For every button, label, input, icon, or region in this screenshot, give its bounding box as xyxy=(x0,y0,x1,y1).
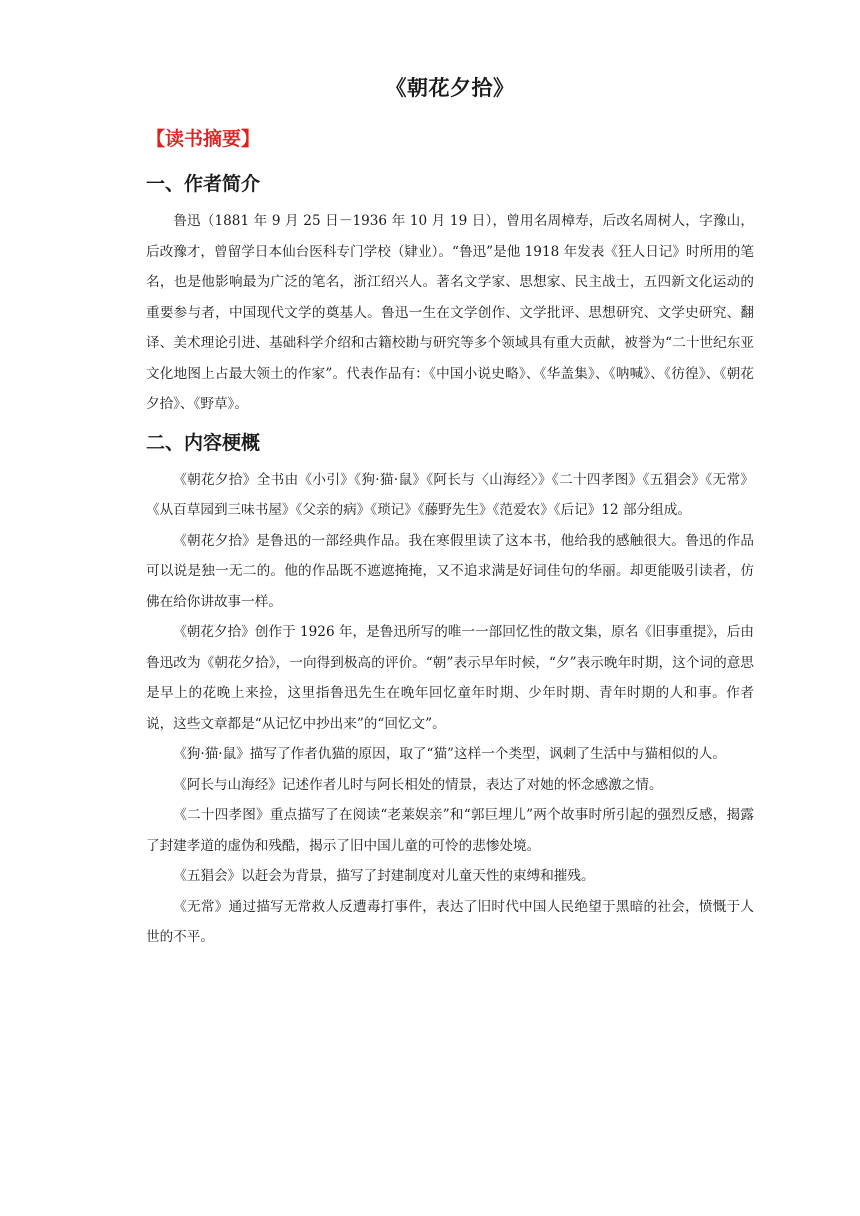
paragraph: 《阿长与山海经》记述作者儿时与阿长相处的情景，表达了对她的怀念感激之情。 xyxy=(173,776,663,793)
section-heading: 二、内容梗概 xyxy=(146,431,261,454)
paragraph: 《朝花夕拾》创作于 1926 年，是鲁迅所写的唯一一部回忆性的散文集，原名《旧事重提》，后由鲁迅改为《朝花夕拾》，一向得到极高的评价。“朝”表示早年时候，“夕”表示晚年时期，这个词的意思是早上的花晚上来捡，这里指鲁迅先生在晚年回忆童年时期、少年时期、青年时期的人和事。作者说，这些文章都是“从记忆中抄出来”的“回忆文”。 xyxy=(146,624,754,732)
paragraph: 《朝花夕拾》全书由《小引》《狗·猫·鼠》《阿长与〈山海经〉》《二十四孝图》《五猖会》《无常》《从百草园到三味书屋》《父亲的病》《琐记》《藤野先生》《范爱农》《后记》12 部分组成。 xyxy=(146,471,754,518)
section-heading: 一、作者简介 xyxy=(146,173,261,195)
document-title: 《朝花夕拾》 xyxy=(385,76,515,100)
paragraph: 《狗·猫·鼠》描写了作者仇猫的原因，取了“猫”这样一个类型，讽刺了生活中与猫相似的人。 xyxy=(173,746,726,762)
paragraph: 《朝花夕拾》是鲁迅的一部经典作品。我在寒假里读了这本书，他给我的感触很大。鲁迅的作品可以说是独一无二的。他的作品既不遮遮掩掩，又不追求满是好词佳句的华丽。却更能吸引读者，仿佛在给你讲故事一样。 xyxy=(146,532,754,610)
paragraph: 《无常》通过描写无常救人反遭毒打事件，表达了旧时代中国人民绝望于黑暗的社会，愤慨于人世的不平。 xyxy=(146,898,754,945)
paragraph: 《五猖会》以赶会为背景，描写了封建制度对儿童天性的束缚和摧残。 xyxy=(173,868,595,884)
summary-tag: 【读书摘要】 xyxy=(146,128,261,150)
section-author-intro xyxy=(146,169,754,420)
section-content-summary xyxy=(146,428,754,953)
paragraph: 《二十四孝图》重点描写了在阅读“老莱娱亲”和“郭巨埋儿”两个故事时所引起的强烈反感，揭露了封建孝道的虚伪和残酷，揭示了旧中国儿童的可怜的悲惨处境。 xyxy=(146,807,754,854)
paragraph: 鲁迅（1881 年 9 月 25 日－1936 年 10 月 19 日），曾用名周樟寿，后改名周树人，字豫山，后改豫才，曾留学日本仙台医科专门学校（肄业）。“鲁迅”是他 1918 年发表《狂人日记》时所用的笔名，也是他影响最为广泛的笔名，浙江绍兴人。著名文学家、思想家、民主战士，五四新文化运动的重要参与者，中国现代文学的奠基人。鲁迅一生在文学创作、文学批评、思想研究、文学史研究、翻译、美术理论引进、基础科学介绍和古籍校勘与研究等多个领域具有重大贡献，被誉为“二十世纪东亚文化地图上占最大领土的作家”。代表作品有：《中国小说史略》、《华盖集》、《呐喊》、《彷徨》、《朝花夕拾》、《野草》。 xyxy=(146,213,754,412)
